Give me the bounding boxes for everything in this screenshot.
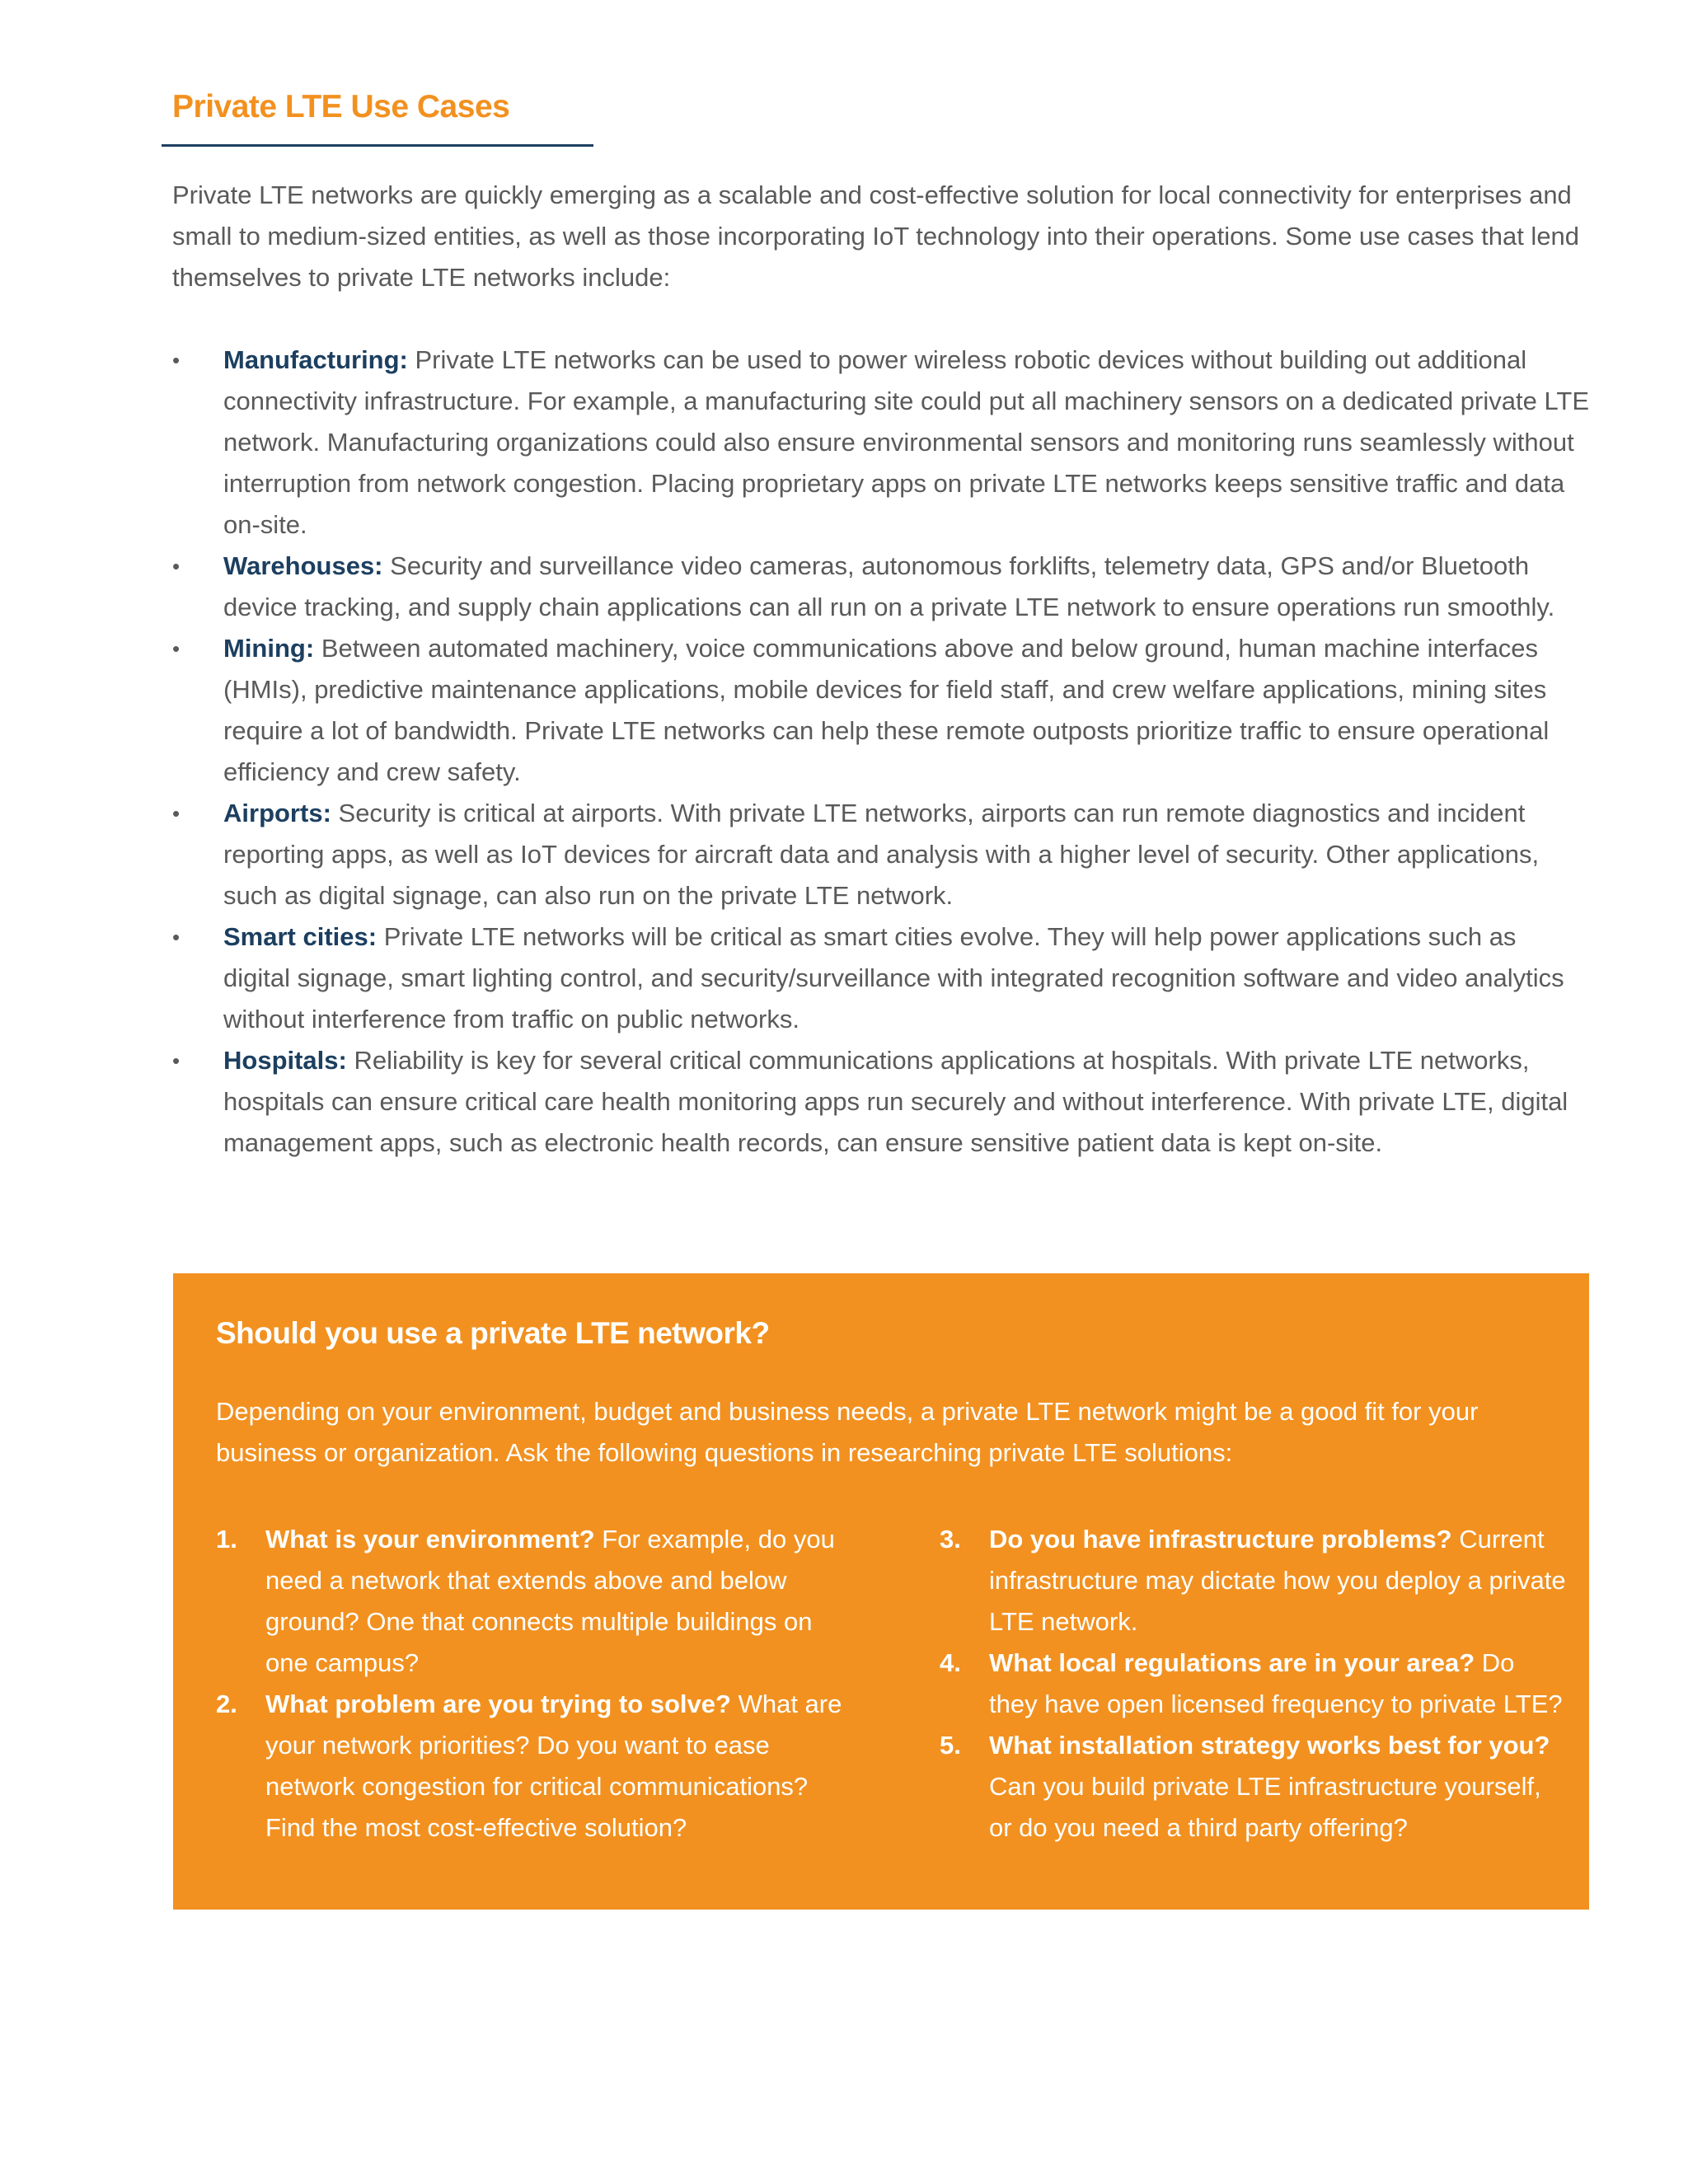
- question-item: [940, 1725, 1566, 1849]
- question-detail: Current infrastructure may dictate how you deploy a private LTE network.: [989, 1525, 1566, 1636]
- question-text: What problem are you trying to solve?: [265, 1690, 731, 1718]
- question-number: 2.: [216, 1690, 237, 1718]
- question-item: [216, 1519, 842, 1684]
- use-case-term: Airports:: [223, 799, 331, 827]
- use-case-list: [172, 340, 1590, 1164]
- question-text: What local regulations are in your area?: [989, 1648, 1475, 1677]
- title-underline: [162, 144, 593, 147]
- question-list-right: [940, 1519, 1566, 1849]
- callout-title: Should you use a private LTE network?: [216, 1316, 770, 1350]
- use-case-item: [172, 340, 1590, 546]
- question-detail: Can you build private LTE infrastructure yourself, or do you need a third party offering?: [989, 1772, 1541, 1842]
- bullet-icon: •: [172, 554, 181, 579]
- use-case-item: [172, 546, 1590, 628]
- question-item: [940, 1519, 1566, 1643]
- use-case-term: Smart cities:: [223, 922, 377, 951]
- question-text: What is your environment?: [265, 1525, 595, 1554]
- use-case-term: Warehouses:: [223, 551, 383, 580]
- callout-box: [173, 1273, 1589, 1910]
- question-list-left: [216, 1519, 842, 1849]
- use-case-term: Hospitals:: [223, 1046, 347, 1075]
- question-number: 1.: [216, 1525, 237, 1554]
- question-text: Do you have infrastructure problems?: [989, 1525, 1452, 1554]
- use-case-text: Between automated machinery, voice communications above and below ground, human machine interfaces (HMIs), predictive maintenance applications, mobile devices for field staff, and crew welfare applications, mining sites require a lot of bandwidth. Private LTE networks can help these remote outposts prioritize traffic to ensure operational efficiency and crew safety.: [223, 634, 1550, 786]
- use-case-text: Security is critical at airports. With private LTE networks, airports can run remote diagnostics and incident reporting apps, as well as IoT devices for aircraft data and analysis with a higher level of security. Other applications, such as digital signage, can also run on the private LTE network.: [223, 799, 1540, 910]
- use-case-item: [172, 916, 1590, 1040]
- question-number: 3.: [940, 1525, 961, 1554]
- use-case-term: Mining:: [223, 634, 315, 663]
- section-title: Private LTE Use Cases: [172, 89, 510, 124]
- question-number: 5.: [940, 1731, 961, 1760]
- question-number: 4.: [940, 1648, 961, 1677]
- bullet-icon: •: [172, 801, 181, 826]
- question-item: [940, 1643, 1566, 1725]
- callout-intro: Depending on your environment, budget and business needs, a private LTE network might be a good fit for your business or organization. Ask the following questions in researching private LTE solutions:: [216, 1397, 1479, 1467]
- question-text: What installation strategy works best for you?: [989, 1731, 1550, 1760]
- use-case-term: Manufacturing:: [223, 345, 408, 374]
- question-detail: For example, do you need a network that extends above and below ground? One that connects multiple buildings on one campus?: [265, 1525, 835, 1677]
- use-case-text: Security and surveillance video cameras, autonomous forklifts, telemetry data, GPS and/or Bluetooth device tracking, and supply chain applications can all run on a private LTE network to ensure operations run smoothly.: [223, 551, 1555, 621]
- section-intro: Private LTE networks are quickly emerging as a scalable and cost-effective solution for local connectivity for enterprises and small to medium-sized entities, as well as those incorporating IoT technology into their operations. Some use cases that lend themselves to private LTE networks include:: [172, 180, 1580, 292]
- bullet-icon: •: [172, 1048, 181, 1073]
- use-case-text: Reliability is key for several critical communications applications at hospitals. With private LTE networks, hospitals can ensure critical care health monitoring apps run securely and without interference. With private LTE, digital management apps, such as electronic health records, can ensure sensitive patient data is kept on-site.: [223, 1046, 1568, 1157]
- question-detail: What are your network priorities? Do you want to ease network congestion for critical communications? Find the most cost-effective solution?: [265, 1690, 842, 1842]
- use-case-text: Private LTE networks will be critical as smart cities evolve. They will help power applications such as digital signage, smart lighting control, and security/surveillance with integrated recognition software and video analytics without interference from traffic on public networks.: [223, 922, 1564, 1033]
- question-item: [216, 1684, 842, 1849]
- use-case-item: [172, 1040, 1590, 1164]
- question-detail: Do they have open licensed frequency to private LTE?: [989, 1648, 1563, 1718]
- bullet-icon: •: [172, 925, 181, 949]
- use-case-text: Private LTE networks can be used to power wireless robotic devices without building out additional connectivity infrastructure. For example, a manufacturing site could put all machinery sensors on a dedicated private LTE network. Manufacturing organizations could also ensure environmental sensors and monitoring runs seamlessly without interruption from network congestion. Placing proprietary apps on private LTE networks keeps sensitive traffic and data on-site.: [223, 345, 1590, 539]
- bullet-icon: •: [172, 348, 181, 373]
- bullet-icon: •: [172, 636, 181, 661]
- use-case-item: [172, 793, 1590, 916]
- use-case-item: [172, 628, 1590, 793]
